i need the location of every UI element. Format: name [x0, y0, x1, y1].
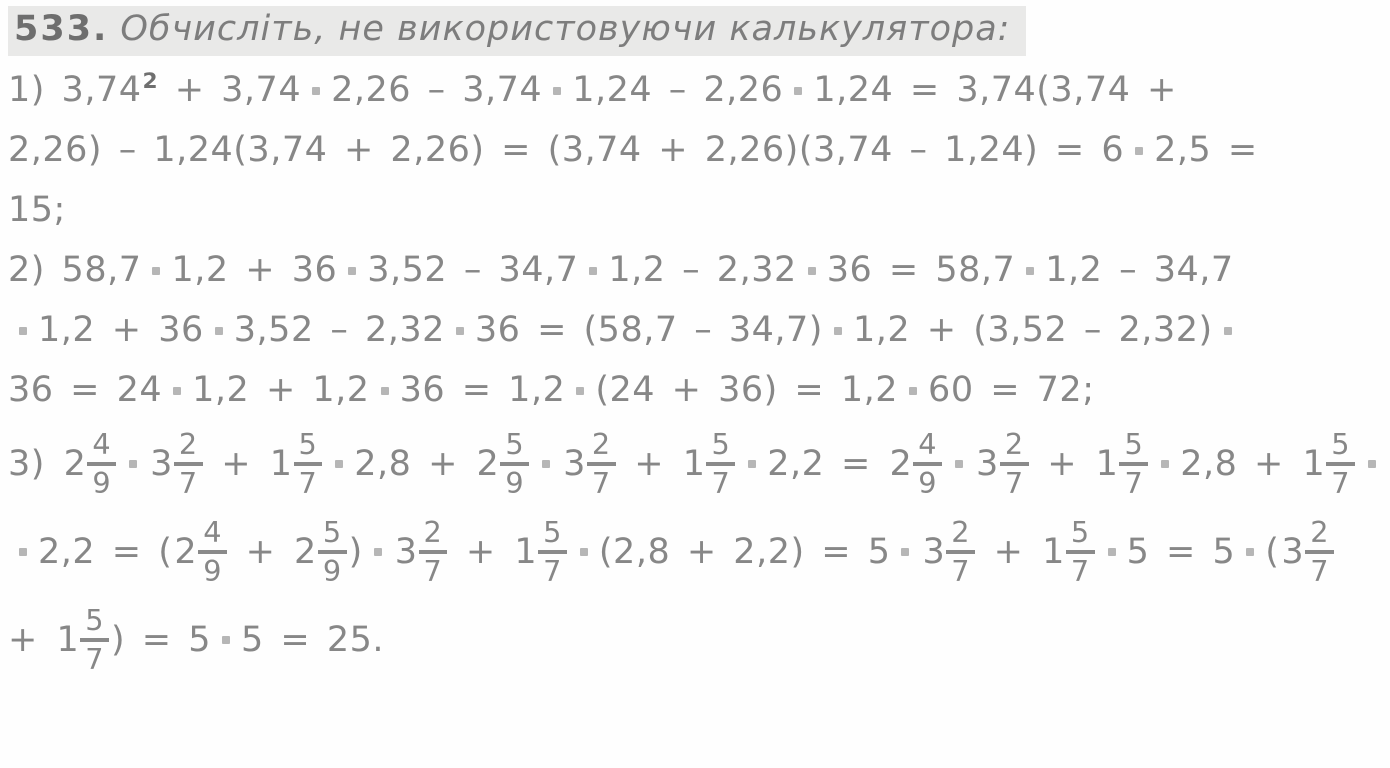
fraction-denominator: 7 — [178, 465, 198, 500]
fraction-whole: 3 — [150, 443, 173, 484]
fraction-whole: 3 — [1281, 531, 1305, 572]
math-text: + 3,74 — [158, 70, 302, 110]
math-text: 2,8 + — [1180, 444, 1301, 485]
fraction-numerator: 4 — [87, 429, 116, 466]
fraction-numerator: 5 — [1326, 429, 1355, 466]
fraction-stack — [1000, 429, 1029, 499]
math-text: 2,2 = ( — [38, 532, 173, 573]
fraction-numerator: 5 — [538, 517, 567, 554]
multiply-dot-icon — [834, 327, 842, 335]
fraction-stack — [294, 429, 323, 499]
fraction-stack — [174, 429, 203, 499]
math-text: 2,5 = — [1154, 130, 1258, 170]
math-text: 5 = 5 — [1126, 532, 1236, 573]
fraction-whole: 2 — [63, 443, 87, 484]
fraction-denominator: 7 — [298, 465, 318, 500]
fraction-whole: 1 — [56, 619, 80, 660]
math-text: (2,8 + 2,2) = 5 — [598, 532, 891, 573]
math-text: 36 = 24 — [8, 370, 163, 410]
math-text: 1,2 + (3,52 – 2,32) — [852, 310, 1213, 350]
mixed-fraction — [56, 605, 109, 675]
math-text: 1,2 + 36 — [171, 250, 338, 290]
multiply-dot-icon — [794, 87, 802, 95]
math-text: 1,24 = 3,74(3,74 + — [813, 70, 1177, 110]
fraction-numerator: 2 — [1000, 429, 1029, 466]
fraction-denominator: 7 — [711, 465, 731, 500]
multiply-dot-icon — [348, 267, 356, 275]
fraction-denominator: 9 — [203, 553, 222, 588]
fraction-numerator: 5 — [1119, 429, 1148, 466]
mixed-fraction — [563, 429, 616, 499]
mixed-fraction — [922, 517, 975, 587]
fraction-whole: 1 — [1042, 531, 1065, 572]
fraction-numerator: 4 — [913, 429, 942, 466]
mixed-fraction — [174, 517, 227, 587]
math-text: 2) 58,7 — [8, 250, 142, 290]
mixed-fraction — [477, 429, 530, 499]
math-text: ( — [1265, 532, 1280, 573]
fraction-denominator: 9 — [322, 553, 342, 588]
multiply-dot-icon — [381, 387, 389, 395]
fraction-stack — [1119, 429, 1148, 499]
fraction-stack — [1326, 429, 1355, 499]
math-text: + — [8, 620, 55, 661]
fraction-denominator: 7 — [1124, 465, 1144, 500]
math-text: 2,26) – 1,24(3,74 + 2,26) = (3,74 + 2,26)(3,74 – 1,24) = 6 — [8, 130, 1125, 170]
mixed-fraction — [1096, 429, 1149, 499]
multiply-dot-icon — [589, 267, 597, 275]
fraction-whole: 3 — [922, 531, 946, 572]
multiply-dot-icon — [580, 548, 588, 556]
multiply-dot-icon — [1224, 327, 1232, 335]
math-text: 1) 3,74 — [8, 70, 142, 110]
math-text: 2,2 = — [767, 444, 888, 485]
mixed-fraction — [64, 429, 117, 499]
fraction-whole: 1 — [514, 531, 538, 572]
mixed-fraction — [150, 429, 203, 499]
math-text: (24 + 36) = 1,2 — [595, 370, 899, 410]
fraction-numerator: 2 — [174, 429, 203, 466]
fraction-numerator: 2 — [587, 429, 616, 466]
fraction-stack — [913, 429, 942, 499]
multiply-dot-icon — [1368, 460, 1376, 468]
fraction-denominator: 9 — [918, 465, 938, 500]
fraction-whole: 2 — [174, 531, 198, 572]
math-text: 1,2 + 1,2 — [192, 370, 370, 410]
multiply-dot-icon — [542, 460, 550, 468]
solution — [8, 60, 1384, 684]
mixed-fraction — [1281, 517, 1334, 587]
math-text: 60 = 72; — [928, 370, 1095, 410]
fraction-whole: 1 — [1302, 443, 1326, 484]
mixed-fraction — [683, 429, 736, 499]
solution-line — [8, 300, 1384, 360]
fraction-whole: 3 — [394, 531, 418, 572]
fraction-stack — [538, 517, 567, 587]
multiply-dot-icon — [1108, 548, 1116, 556]
mixed-fraction — [270, 429, 323, 499]
fraction-numerator: 2 — [946, 517, 975, 554]
math-text: + — [617, 444, 681, 485]
multiply-dot-icon — [335, 460, 343, 468]
multiply-dot-icon — [173, 387, 181, 395]
solution-line — [8, 420, 1384, 508]
mixed-fraction — [395, 517, 448, 587]
mixed-fraction — [976, 429, 1029, 499]
fraction-whole: 1 — [682, 443, 706, 484]
fraction-numerator: 2 — [419, 517, 448, 554]
math-text: 5 = 25. — [241, 620, 385, 661]
math-text: 1,2 – 34,7 — [1045, 250, 1234, 290]
fraction-whole: 2 — [476, 443, 500, 484]
solution-line — [8, 60, 1384, 120]
multiply-dot-icon — [808, 267, 816, 275]
multiply-dot-icon — [152, 267, 160, 275]
fraction-stack — [87, 429, 116, 499]
multiply-dot-icon — [576, 387, 584, 395]
fraction-whole: 1 — [269, 443, 293, 484]
mixed-fraction — [1302, 429, 1355, 499]
problem-number: 533. — [14, 9, 109, 49]
solution-line — [8, 180, 1384, 240]
multiply-dot-icon — [909, 387, 917, 395]
fraction-stack — [318, 517, 347, 587]
fraction-numerator: 4 — [198, 517, 227, 554]
fraction-numerator: 5 — [294, 429, 323, 466]
fraction-denominator: 7 — [1004, 465, 1024, 500]
math-text: ) = 5 — [111, 620, 211, 661]
multiply-dot-icon — [312, 87, 320, 95]
math-text: 36 = 1,2 — [399, 370, 566, 410]
math-text: + — [228, 532, 293, 573]
math-text: + — [1030, 444, 1094, 485]
math-text: 1,2 + 36 — [38, 310, 204, 350]
mixed-fraction — [890, 429, 943, 499]
fraction-stack — [198, 517, 227, 587]
fraction-stack — [1305, 517, 1334, 587]
fraction-numerator: 5 — [1066, 517, 1095, 554]
math-text: 2,8 + — [354, 444, 475, 485]
fraction-numerator: 5 — [706, 429, 735, 466]
fraction-stack — [500, 429, 529, 499]
fraction-denominator: 7 — [1331, 465, 1351, 500]
math-text: ) — [348, 532, 363, 573]
multiply-dot-icon — [222, 636, 230, 644]
math-text: 36 = (58,7 – 34,7) — [474, 310, 823, 350]
solution-line — [8, 120, 1384, 180]
fraction-denominator: 9 — [505, 465, 525, 500]
mixed-fraction — [1042, 517, 1095, 587]
solution-line — [8, 596, 1384, 684]
fraction-denominator: 7 — [1070, 553, 1090, 588]
multiply-dot-icon — [1246, 548, 1254, 556]
math-text: 1,2 – 2,32 — [608, 250, 797, 290]
fraction-stack — [419, 517, 448, 587]
fraction-denominator: 7 — [951, 553, 971, 588]
fraction-whole: 3 — [563, 443, 586, 484]
fraction-denominator: 7 — [423, 553, 443, 588]
fraction-stack — [1066, 517, 1095, 587]
multiply-dot-icon — [1026, 267, 1034, 275]
multiply-dot-icon — [456, 327, 464, 335]
fraction-denominator: 7 — [591, 465, 611, 500]
fraction-denominator: 9 — [92, 465, 112, 500]
multiply-dot-icon — [901, 548, 909, 556]
fraction-whole: 2 — [889, 443, 913, 484]
math-text: 36 = 58,7 — [826, 250, 1016, 290]
math-text: 1,24 – 2,26 — [572, 70, 784, 110]
math-text: + — [449, 532, 513, 573]
fraction-stack — [587, 429, 616, 499]
fraction-numerator: 5 — [500, 429, 529, 466]
multiply-dot-icon — [748, 460, 756, 468]
fraction-denominator: 7 — [85, 641, 104, 676]
multiply-dot-icon — [1135, 147, 1143, 155]
solution-line — [8, 360, 1384, 420]
fraction-whole: 2 — [294, 531, 317, 572]
fraction-numerator: 2 — [1305, 517, 1334, 554]
fraction-whole: 1 — [1095, 443, 1119, 484]
multiply-dot-icon — [955, 460, 963, 468]
math-text: 3) — [8, 444, 62, 485]
math-text: + — [204, 444, 268, 485]
fraction-stack — [80, 605, 109, 675]
math-text: 2,26 – 3,74 — [331, 70, 543, 110]
multiply-dot-icon — [19, 327, 27, 335]
fraction-stack — [946, 517, 975, 587]
solution-line — [8, 508, 1384, 596]
math-text: 15; — [8, 190, 66, 230]
problem-header — [8, 6, 1026, 56]
math-text: 3,52 – 34,7 — [367, 250, 579, 290]
math-text: 3,52 – 2,32 — [233, 310, 445, 350]
multiply-dot-icon — [215, 327, 223, 335]
multiply-dot-icon — [1161, 460, 1169, 468]
multiply-dot-icon — [374, 548, 382, 556]
fraction-denominator: 7 — [543, 553, 562, 588]
mixed-fraction — [514, 517, 567, 587]
multiply-dot-icon — [19, 548, 27, 556]
fraction-denominator: 7 — [1310, 553, 1329, 588]
solution-line — [8, 240, 1384, 300]
fraction-numerator: 5 — [318, 517, 347, 554]
multiply-dot-icon — [129, 460, 137, 468]
fraction-stack — [706, 429, 735, 499]
exponent: 2 — [142, 69, 159, 95]
math-text: + — [977, 532, 1041, 573]
fraction-whole: 3 — [976, 443, 999, 484]
mixed-fraction — [294, 517, 347, 587]
problem-title: Обчисліть, не використовуючи калькулятора: — [120, 9, 1011, 49]
multiply-dot-icon — [553, 87, 561, 95]
fraction-numerator: 5 — [80, 605, 109, 642]
